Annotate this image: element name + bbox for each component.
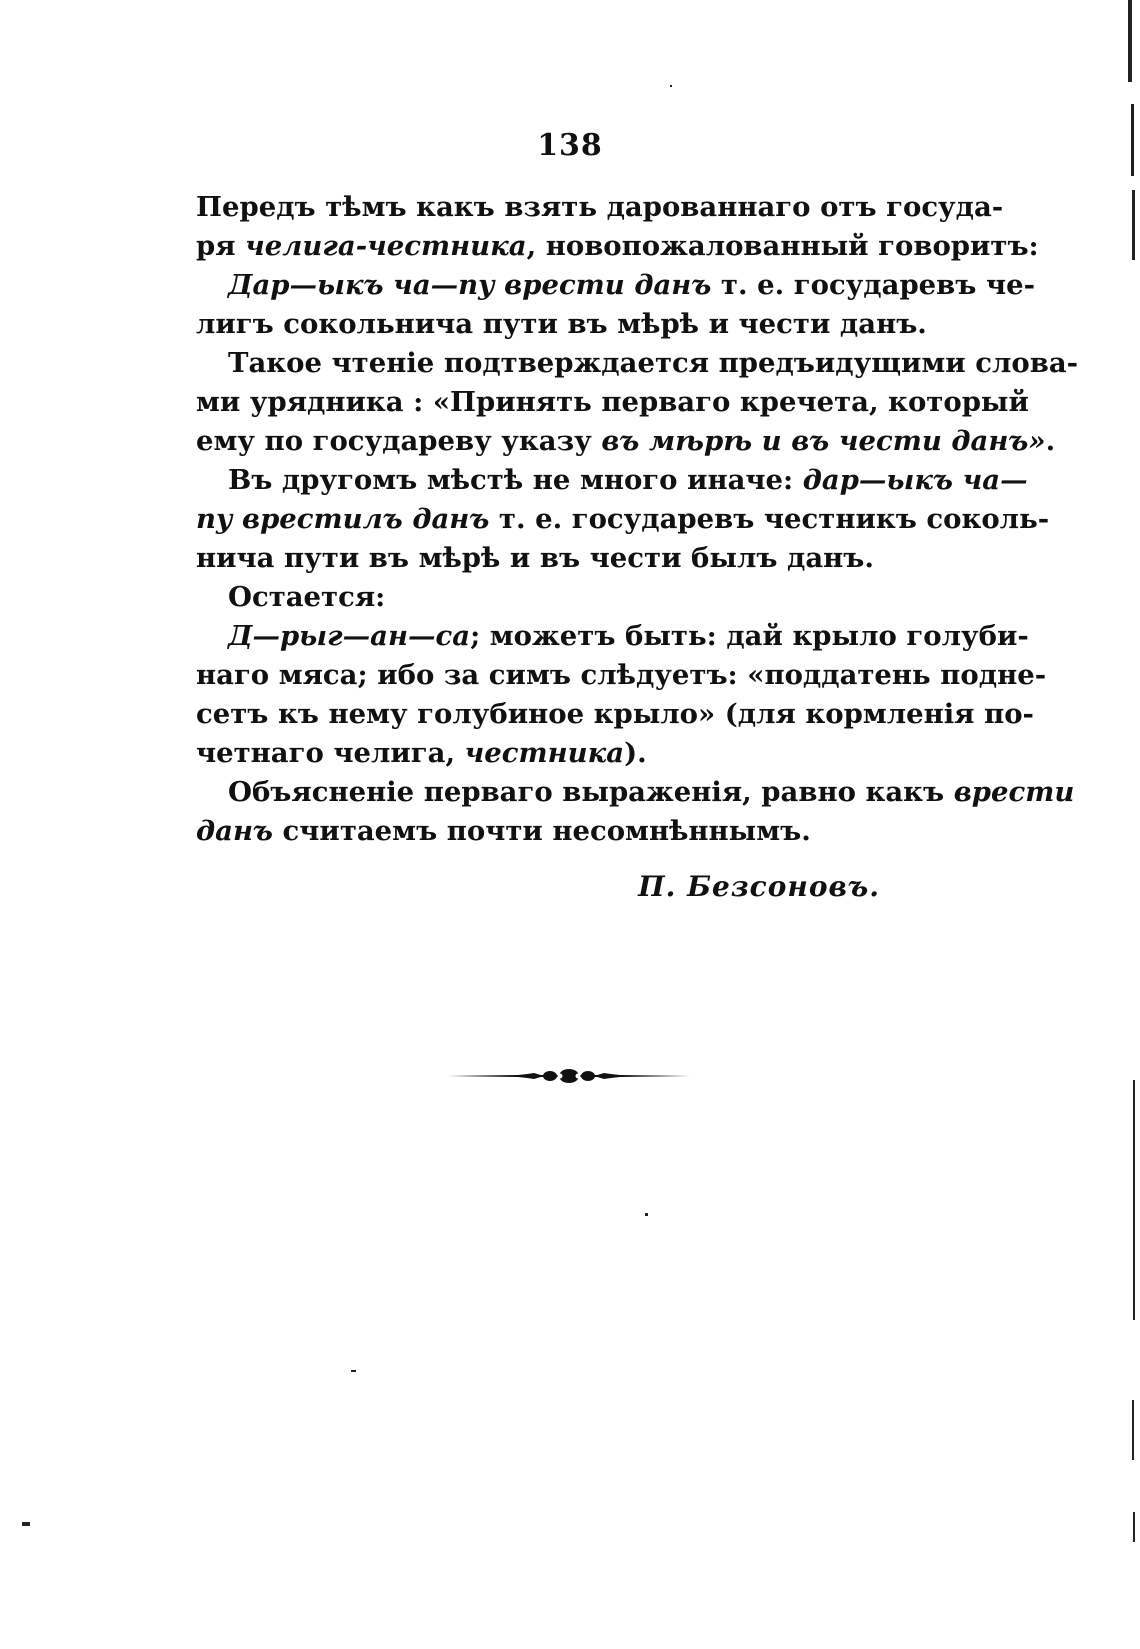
text-run: Передъ тѣмъ какъ взять дарованнаго отъ госуда- bbox=[196, 191, 1004, 223]
scan-edge-mark bbox=[1131, 104, 1134, 176]
italic-text: врести bbox=[953, 776, 1075, 808]
text-run: Въ другомъ мѣстѣ не много иначе: bbox=[228, 464, 803, 496]
scan-edge-mark bbox=[1133, 1080, 1135, 1320]
italic-text: дар—ыкъ ча— bbox=[802, 464, 1028, 496]
text-line bbox=[196, 734, 942, 773]
italic-text: честника bbox=[464, 737, 625, 769]
body-text bbox=[196, 188, 1079, 851]
text-line bbox=[196, 812, 942, 851]
scan-speck bbox=[351, 1370, 356, 1372]
text-line bbox=[196, 305, 942, 344]
scan-edge-mark bbox=[1128, 0, 1132, 82]
text-run: ря bbox=[196, 230, 246, 262]
text-run: т. е. государевъ честникъ соколь- bbox=[489, 503, 1050, 535]
text-run: ; можетъ быть: дай крыло голуби- bbox=[470, 620, 1029, 652]
italic-text: Д—рыг—ан—са bbox=[228, 620, 471, 652]
text-run: ему по государеву указу bbox=[196, 425, 602, 457]
text-run: , новопожалованный говоритъ: bbox=[526, 230, 1039, 262]
italic-text: челига-честника bbox=[245, 230, 527, 262]
text-run: ). bbox=[624, 737, 647, 769]
italic-text: Дар—ыкъ ча—пу врести данъ bbox=[228, 269, 712, 301]
scan-edge-mark bbox=[1132, 1400, 1134, 1460]
text-line bbox=[196, 500, 1050, 539]
scan-edge-mark bbox=[1133, 1512, 1135, 1542]
scan-speck bbox=[22, 1522, 30, 1526]
text-line bbox=[196, 656, 1047, 695]
text-line bbox=[196, 188, 1004, 227]
italic-text: данъ bbox=[196, 815, 273, 847]
text-line bbox=[196, 227, 1039, 266]
text-line bbox=[196, 773, 1075, 812]
scan-speck bbox=[670, 85, 672, 87]
text-run: Остается: bbox=[228, 581, 386, 613]
text-line bbox=[196, 344, 1079, 383]
text-line bbox=[196, 383, 1029, 422]
text-run: сетъ къ нему голубиное крыло» (для кормленiя по- bbox=[196, 698, 1034, 730]
text-run: считаемъ почти несомнѣннымъ. bbox=[272, 815, 811, 847]
text-run: Такое чтенiе подтверждается предъидущими слова- bbox=[228, 347, 1079, 379]
italic-text: въ мѣрѣ и въ чести данъ» bbox=[601, 425, 1046, 457]
text-line bbox=[196, 539, 942, 578]
scan-speck bbox=[645, 1213, 648, 1216]
text-line bbox=[196, 695, 1034, 734]
italic-text: пу врестилъ данъ bbox=[196, 503, 490, 535]
text-run: четнаго челига, bbox=[196, 737, 465, 769]
text-line bbox=[196, 422, 1056, 461]
page-number: 138 bbox=[537, 128, 603, 163]
author-signature: П. Безсоновъ. bbox=[638, 870, 880, 903]
scan-edge-mark bbox=[1132, 190, 1135, 260]
text-run: лигъ сокольнича пути въ мѣрѣ и чести данъ. bbox=[196, 308, 927, 340]
text-run: ми урядника : «Принять перваго кречета, который bbox=[196, 386, 1029, 418]
text-line bbox=[196, 461, 1028, 500]
text-line bbox=[196, 617, 1029, 656]
text-run: т. е. государевъ че- bbox=[711, 269, 1035, 301]
text-run: Объясненiе перваго выраженiя, равно какъ bbox=[228, 776, 954, 808]
text-run: нича пути въ мѣрѣ и въ чести былъ данъ. bbox=[196, 542, 874, 574]
text-line bbox=[196, 578, 942, 617]
text-run: . bbox=[1045, 425, 1056, 457]
text-line bbox=[196, 266, 1035, 305]
ornament-divider-icon bbox=[448, 1064, 690, 1088]
text-run: наго мяса; ибо за симъ слѣдуетъ: «поддатень подне- bbox=[196, 659, 1047, 691]
